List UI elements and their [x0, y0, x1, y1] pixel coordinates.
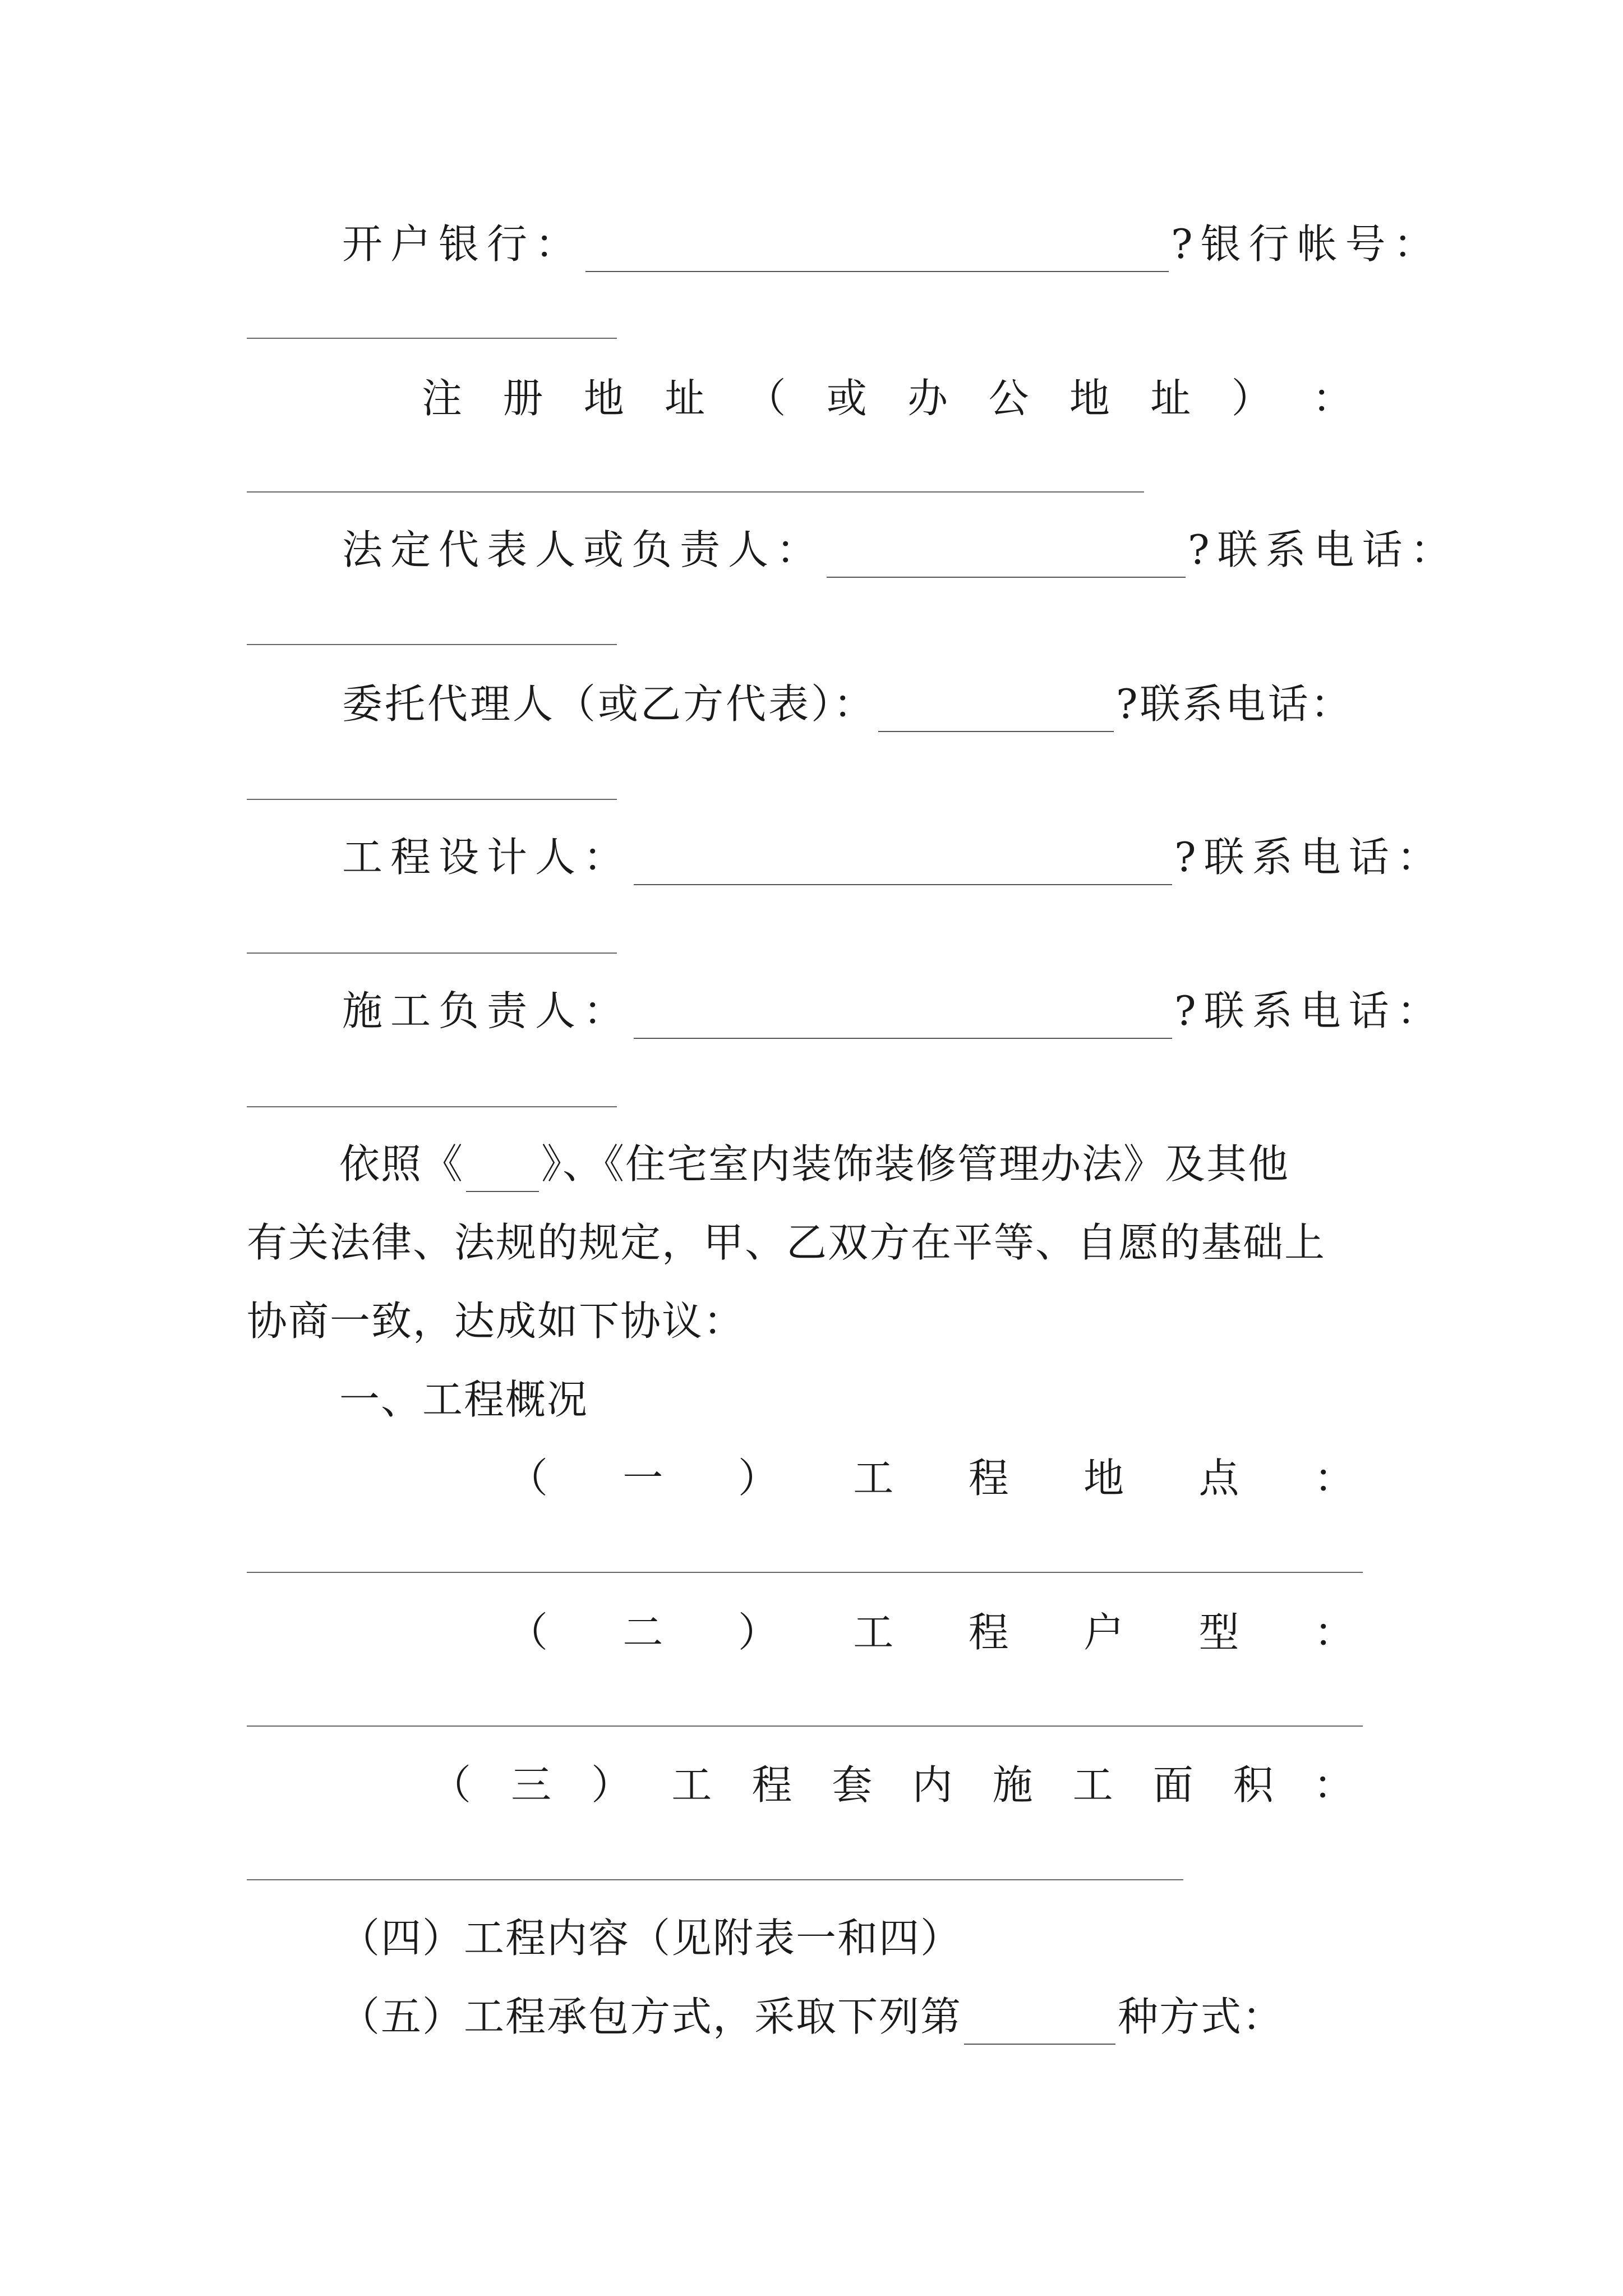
item3-char: ） [591, 1761, 632, 1809]
designer-line [342, 829, 1445, 885]
item2-char: （ [508, 1609, 548, 1656]
section-title: 一、工程概况 [339, 1376, 589, 1423]
item1-line [508, 1450, 1354, 1506]
item3-char: 程 [751, 1761, 792, 1809]
legal-rep-line [342, 522, 1459, 578]
legal-rep-label: 法定代表人或负责人： [342, 526, 825, 573]
item1-char: （ [508, 1455, 548, 1502]
basis-line-1 [339, 1136, 1289, 1192]
item2-char: 程 [968, 1609, 1009, 1656]
supervisor-label: 施工负责人： [342, 987, 632, 1034]
item3-char: ： [1313, 1761, 1354, 1809]
item2-line [508, 1604, 1354, 1660]
basis-line-2 [247, 1214, 1326, 1271]
address-char: 册 [502, 375, 543, 422]
bank-blank[interactable] [585, 231, 1169, 272]
item3-blank[interactable] [247, 1879, 1183, 1880]
basis-law-blank[interactable] [466, 1151, 539, 1192]
address-char: ： [1312, 375, 1353, 422]
item2-char: ： [1313, 1609, 1354, 1656]
supervisor-blank[interactable] [634, 997, 1172, 1039]
designer-label: 工程设计人： [342, 834, 632, 881]
item5-line [339, 1989, 1284, 2045]
item1-char: 点 [1198, 1455, 1239, 1502]
item1-char: ） [737, 1455, 778, 1502]
item2-blank[interactable] [247, 1726, 1363, 1727]
item1-blank[interactable] [247, 1572, 1363, 1573]
item3-char: 面 [1152, 1761, 1193, 1809]
bank-account-blank[interactable] [247, 338, 617, 339]
address-char: （ [745, 375, 786, 422]
item3-char: 施 [992, 1761, 1033, 1809]
address-char: 址 [1150, 375, 1191, 422]
item3-char: 工 [671, 1761, 712, 1809]
legal-rep-blank[interactable] [827, 536, 1186, 578]
address-char: 地 [583, 375, 624, 422]
legal-rep-phone-label: ?联系电话： [1188, 526, 1459, 573]
item2-char: 型 [1198, 1609, 1239, 1656]
address-char: 注 [422, 375, 463, 422]
basis-text-a: 依照《 [339, 1140, 464, 1188]
address-blank[interactable] [247, 491, 1144, 493]
item1-char: ： [1313, 1455, 1354, 1502]
supervisor-line [342, 983, 1445, 1039]
item3-char: 三 [511, 1761, 552, 1809]
item3-line [431, 1757, 1354, 1813]
address-char: 或 [826, 375, 867, 422]
agent-phone-blank[interactable] [247, 799, 617, 800]
item2-char: 户 [1083, 1609, 1124, 1656]
basis-text-3: 协商一致，达成如下协议： [247, 1297, 745, 1345]
basis-line-3 [247, 1293, 745, 1349]
agent-blank[interactable] [878, 691, 1114, 732]
item4-line [339, 1910, 962, 1966]
basis-text-b: 》、《住宅室内装饰装修管理办法》及其他 [541, 1140, 1290, 1188]
item5-text-a: （五）工程承包方式，采取下列第 [339, 1993, 962, 2040]
item1-char: 地 [1083, 1455, 1124, 1502]
item2-char: ） [737, 1609, 778, 1656]
legal-rep-phone-blank[interactable] [247, 644, 617, 645]
bank-account-label: ?银行帐号： [1171, 220, 1442, 268]
designer-blank[interactable] [634, 844, 1172, 885]
address-char: 公 [988, 375, 1029, 422]
designer-phone-label: ?联系电话： [1174, 834, 1445, 881]
address-char: 地 [1069, 375, 1110, 422]
item1-char: 工 [853, 1455, 894, 1502]
agent-label: 委托代理人（或乙方代表）： [342, 680, 877, 728]
agent-phone-label: ?联系电话： [1116, 680, 1353, 728]
address-char: 址 [665, 375, 706, 422]
item1-char: 一 [623, 1455, 663, 1502]
item5-blank[interactable] [964, 2003, 1115, 2045]
item3-char: 积 [1233, 1761, 1274, 1809]
address-char: 办 [907, 375, 948, 422]
agent-line [342, 676, 1353, 732]
item5-text-b: 种方式： [1118, 1993, 1284, 2040]
supervisor-phone-label: ?联系电话： [1174, 987, 1445, 1034]
supervisor-phone-blank[interactable] [247, 1106, 617, 1107]
bank-label: 开户银行： [342, 220, 584, 268]
address-line [422, 370, 1353, 426]
item4-text: （四）工程内容（见附表一和四） [339, 1915, 962, 1962]
address-char: ） [1231, 375, 1272, 422]
item3-char: 工 [1072, 1761, 1113, 1809]
item2-char: 工 [853, 1609, 894, 1656]
item1-char: 程 [968, 1455, 1009, 1502]
basis-text-2: 有关法律、法规的规定，甲、乙双方在平等、自愿的基础上 [247, 1219, 1326, 1266]
item2-char: 二 [623, 1609, 663, 1656]
bank-line [342, 216, 1442, 272]
item3-char: （ [431, 1761, 472, 1809]
item3-char: 套 [832, 1761, 873, 1809]
designer-phone-blank[interactable] [247, 953, 617, 954]
item3-char: 内 [912, 1761, 953, 1809]
